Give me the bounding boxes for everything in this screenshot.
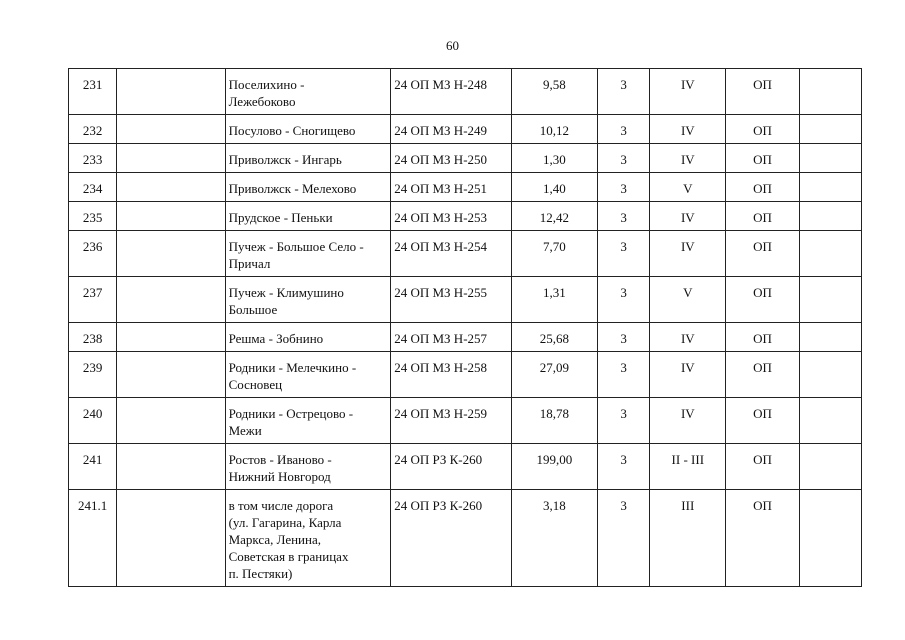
significance-cell: ОП xyxy=(726,398,799,444)
empty-cell xyxy=(117,144,225,173)
empty-cell xyxy=(799,202,861,231)
road-name-cell xyxy=(225,69,391,115)
empty-cell xyxy=(799,398,861,444)
row-number-cell: 233 xyxy=(69,144,117,173)
empty-cell xyxy=(799,231,861,277)
row-number-cell: 236 xyxy=(69,231,117,277)
road-category-cell: V xyxy=(650,173,726,202)
road-length-cell: 25,68 xyxy=(511,323,597,352)
table-row xyxy=(69,144,862,173)
road-name-line: Маркса, Ленина, xyxy=(228,532,321,547)
road-code-cell: 24 ОП МЗ Н-248 xyxy=(391,69,511,115)
empty-cell xyxy=(799,323,861,352)
road-code-cell: 24 ОП МЗ Н-250 xyxy=(391,144,511,173)
road-category-cell: IV xyxy=(650,398,726,444)
road-name-cell xyxy=(225,398,391,444)
lanes-cell: 3 xyxy=(597,231,649,277)
empty-cell xyxy=(799,444,861,490)
table-body xyxy=(69,69,862,587)
road-name-cell xyxy=(225,490,391,587)
road-length-cell: 7,70 xyxy=(511,231,597,277)
empty-cell xyxy=(117,277,225,323)
road-code-cell: 24 ОП РЗ К-260 xyxy=(391,490,511,587)
road-code-cell: 24 ОП МЗ Н-251 xyxy=(391,173,511,202)
road-name-line: Родники - Мелечкино - xyxy=(228,360,357,375)
lanes-cell: 3 xyxy=(597,115,649,144)
table-row xyxy=(69,202,862,231)
table-row xyxy=(69,231,862,277)
empty-cell xyxy=(799,144,861,173)
lanes-cell: 3 xyxy=(597,323,649,352)
road-name-line: Нижний Новгород xyxy=(228,469,331,484)
row-number-cell: 232 xyxy=(69,115,117,144)
road-code-cell: 24 ОП РЗ К-260 xyxy=(391,444,511,490)
road-name-line: Сосновец xyxy=(228,377,283,392)
road-name-cell xyxy=(225,444,391,490)
significance-cell: ОП xyxy=(726,115,799,144)
road-length-cell: 10,12 xyxy=(511,115,597,144)
road-name-line: Межи xyxy=(228,423,262,438)
road-name-line: Пучеж - Большое Село - xyxy=(228,239,364,254)
empty-cell xyxy=(799,490,861,587)
table-row xyxy=(69,173,862,202)
road-name-line: п. Пестяки) xyxy=(228,566,293,581)
road-length-cell: 1,30 xyxy=(511,144,597,173)
road-name-cell xyxy=(225,202,391,231)
table-row xyxy=(69,490,862,587)
empty-cell xyxy=(117,490,225,587)
empty-cell xyxy=(799,352,861,398)
road-name-line: Приволжск - Мелехово xyxy=(228,181,357,196)
significance-cell: ОП xyxy=(726,231,799,277)
road-category-cell: IV xyxy=(650,69,726,115)
empty-cell xyxy=(117,69,225,115)
lanes-cell: 3 xyxy=(597,69,649,115)
table-row xyxy=(69,115,862,144)
lanes-cell: 3 xyxy=(597,144,649,173)
road-length-cell: 1,31 xyxy=(511,277,597,323)
significance-cell: ОП xyxy=(726,277,799,323)
road-name-cell xyxy=(225,144,391,173)
road-code-cell: 24 ОП МЗ Н-249 xyxy=(391,115,511,144)
significance-cell: ОП xyxy=(726,323,799,352)
page-number: 60 xyxy=(446,38,459,53)
lanes-cell: 3 xyxy=(597,490,649,587)
empty-cell xyxy=(117,173,225,202)
road-name-line: Приволжск - Ингарь xyxy=(228,152,342,167)
road-length-cell: 3,18 xyxy=(511,490,597,587)
row-number-cell: 231 xyxy=(69,69,117,115)
empty-cell xyxy=(117,202,225,231)
road-name-line: (ул. Гагарина, Карла xyxy=(228,515,342,530)
empty-cell xyxy=(117,115,225,144)
road-category-cell: IV xyxy=(650,115,726,144)
significance-cell: ОП xyxy=(726,173,799,202)
road-code-cell: 24 ОП МЗ Н-258 xyxy=(391,352,511,398)
road-name-cell xyxy=(225,323,391,352)
road-category-cell: V xyxy=(650,277,726,323)
road-name-line: Лежебоково xyxy=(228,94,296,109)
road-name-line: Причал xyxy=(228,256,271,271)
road-name-line: Прудское - Пеньки xyxy=(228,210,333,225)
road-length-cell: 18,78 xyxy=(511,398,597,444)
significance-cell: ОП xyxy=(726,444,799,490)
road-name-line: в том числе дорога xyxy=(228,498,334,513)
road-code-cell: 24 ОП МЗ Н-254 xyxy=(391,231,511,277)
empty-cell xyxy=(117,323,225,352)
road-code-cell: 24 ОП МЗ Н-253 xyxy=(391,202,511,231)
road-name-cell xyxy=(225,173,391,202)
row-number-cell: 234 xyxy=(69,173,117,202)
table-row xyxy=(69,277,862,323)
row-number-cell: 241 xyxy=(69,444,117,490)
empty-cell xyxy=(117,352,225,398)
table-row xyxy=(69,352,862,398)
empty-cell xyxy=(799,69,861,115)
road-name-line: Поселихино - xyxy=(228,77,305,92)
road-name-cell xyxy=(225,231,391,277)
row-number-cell: 235 xyxy=(69,202,117,231)
row-number-cell: 237 xyxy=(69,277,117,323)
lanes-cell: 3 xyxy=(597,173,649,202)
empty-cell xyxy=(799,173,861,202)
road-category-cell: IV xyxy=(650,323,726,352)
row-number-cell: 241.1 xyxy=(69,490,117,587)
road-code-cell: 24 ОП МЗ Н-257 xyxy=(391,323,511,352)
table-row xyxy=(69,398,862,444)
row-number-cell: 240 xyxy=(69,398,117,444)
lanes-cell: 3 xyxy=(597,444,649,490)
road-category-cell: IV xyxy=(650,144,726,173)
empty-cell xyxy=(117,398,225,444)
row-number-cell: 238 xyxy=(69,323,117,352)
road-category-cell: IV xyxy=(650,231,726,277)
roads-table xyxy=(68,68,862,587)
table-row xyxy=(69,69,862,115)
road-name-line: Советская в границах xyxy=(228,549,349,564)
road-name-line: Ростов - Иваново - xyxy=(228,452,332,467)
significance-cell: ОП xyxy=(726,144,799,173)
road-name-line: Решма - Зобнино xyxy=(228,331,324,346)
road-category-cell: IV xyxy=(650,202,726,231)
road-category-cell: II - III xyxy=(650,444,726,490)
empty-cell xyxy=(117,231,225,277)
road-category-cell: IV xyxy=(650,352,726,398)
road-code-cell: 24 ОП МЗ Н-255 xyxy=(391,277,511,323)
road-name-line: Посулово - Сногищево xyxy=(228,123,356,138)
significance-cell: ОП xyxy=(726,490,799,587)
road-length-cell: 12,42 xyxy=(511,202,597,231)
road-name-line: Пучеж - Климушино xyxy=(228,285,344,300)
road-length-cell: 199,00 xyxy=(511,444,597,490)
road-name-line: Родники - Острецово - xyxy=(228,406,354,421)
empty-cell xyxy=(799,277,861,323)
road-code-cell: 24 ОП МЗ Н-259 xyxy=(391,398,511,444)
significance-cell: ОП xyxy=(726,202,799,231)
row-number-cell: 239 xyxy=(69,352,117,398)
table-row xyxy=(69,444,862,490)
lanes-cell: 3 xyxy=(597,352,649,398)
table-row xyxy=(69,323,862,352)
empty-cell xyxy=(117,444,225,490)
road-name-cell xyxy=(225,277,391,323)
road-name-cell xyxy=(225,115,391,144)
road-name-cell xyxy=(225,352,391,398)
lanes-cell: 3 xyxy=(597,398,649,444)
road-length-cell: 27,09 xyxy=(511,352,597,398)
road-name-line: Большое xyxy=(228,302,278,317)
lanes-cell: 3 xyxy=(597,202,649,231)
significance-cell: ОП xyxy=(726,69,799,115)
road-length-cell: 9,58 xyxy=(511,69,597,115)
road-length-cell: 1,40 xyxy=(511,173,597,202)
lanes-cell: 3 xyxy=(597,277,649,323)
road-category-cell: III xyxy=(650,490,726,587)
significance-cell: ОП xyxy=(726,352,799,398)
empty-cell xyxy=(799,115,861,144)
